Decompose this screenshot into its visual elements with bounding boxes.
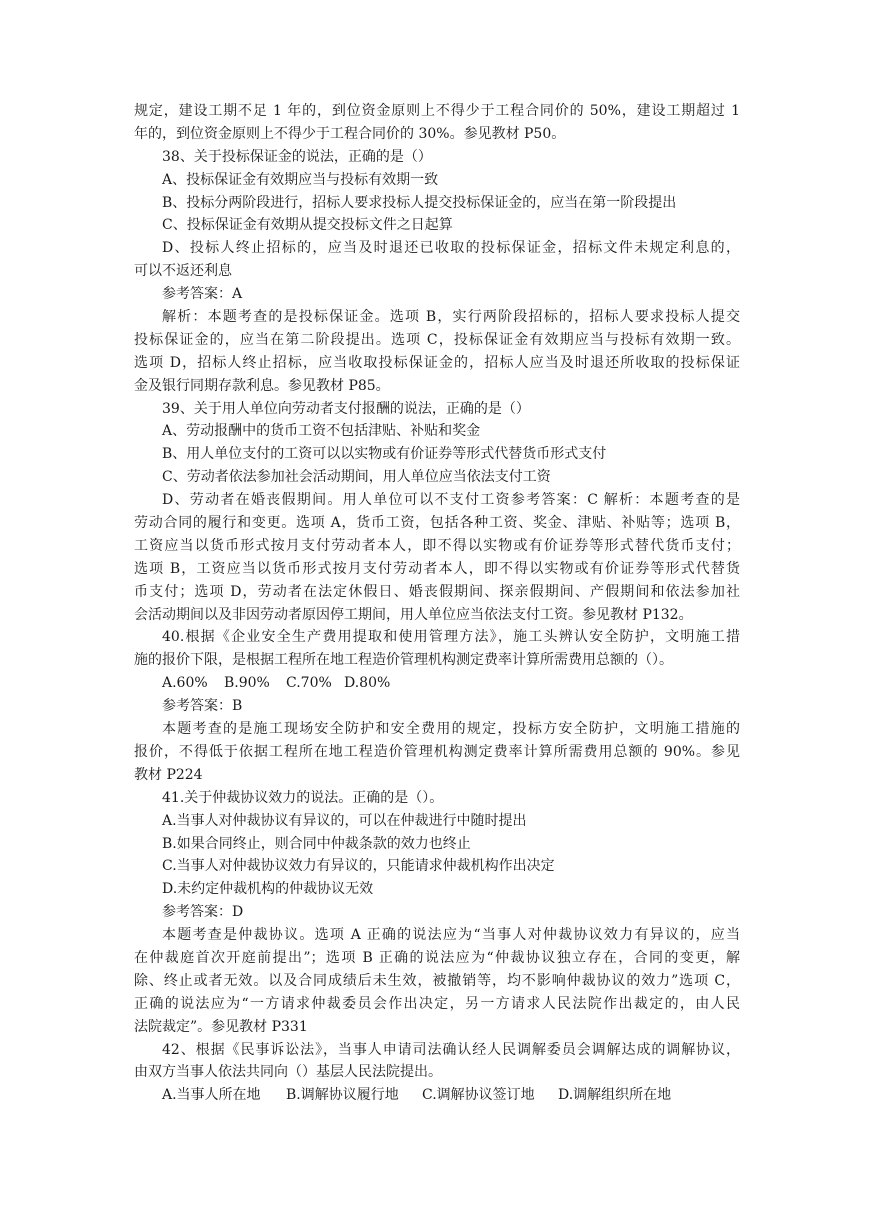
option-d: D.调解组织所在地	[558, 1087, 672, 1104]
paragraph-line: 选项 B，工资应当以货币形式按月支付劳动者本人，即不得以实物或有价证券等形式代替货	[134, 560, 740, 577]
paragraph-line: 报价，不得低于依据工程所在地工程造价管理机构测定费率计算所需费用总额的 90%。参见	[134, 743, 740, 760]
question-41-option-d: D.未约定仲裁机构的仲裁协议无效	[162, 881, 374, 898]
paragraph-line: 币支付；选项 D，劳动者在法定休假日、婚丧假期间、探亲假期间、产假期间和依法参加社	[134, 583, 740, 600]
question-38-answer: 参考答案：A	[162, 286, 243, 303]
question-41-stem: 41.关于仲裁协议效力的说法。正确的是（）。	[162, 789, 444, 806]
option-c: C.70%	[286, 675, 332, 692]
question-38-option-a: A、投标保证金有效期应当与投标有效期一致	[162, 171, 439, 188]
paragraph-line: 投标保证金的，应当在第二阶段提出。选项 C，投标保证金有效期应当与投标有效期一致。	[134, 331, 740, 348]
question-39-option-b: B、用人单位支付的工资可以以实物或有价证券等形式代替货币形式支付	[162, 446, 607, 463]
question-39-option-d: D、劳动者在婚丧假期间。用人单位可以不支付工资参考答案：C 解析：本题考查的是	[162, 492, 740, 509]
question-42-stem: 42、根据《民事诉讼法》，当事人申请司法确认经人民调解委员会调解达成的调解协议，	[162, 1041, 740, 1058]
paragraph-line: 除、终止或者无效。以及合同成绩后未生效，被撤销等，均不影响仲裁协议的效力”选项 C，	[134, 972, 740, 989]
question-41-option-b: B.如果合同终止，则合同中仲裁条款的效力也终止	[162, 835, 471, 852]
question-41-option-c: C.当事人对仲裁协议效力有异议的，只能请求仲裁机构作出决定	[162, 858, 555, 875]
paragraph-line: 劳动合同的履行和变更。选项 A，货币工资，包括各种工资、奖金、津贴、补贴等；选项 B，	[134, 515, 740, 532]
question-42-options	[134, 1084, 740, 1107]
question-39-stem: 39、关于用人单位向劳动者支付报酬的说法，正确的是（）	[162, 400, 530, 417]
paragraph-line: 选项 D，招标人终止招标，应当收取投标保证金的，招标人应当及时退还所收取的投标保证	[134, 354, 740, 371]
paragraph-line: 教材 P224	[134, 766, 203, 783]
option-c: C.调解协议签订地	[422, 1087, 535, 1104]
question-38-option-c: C、投标保证金有效期从提交投标文件之日起算	[162, 217, 453, 234]
option-b: B.90%	[224, 675, 270, 692]
question-40-analysis: 本题考查的是施工现场安全防护和安全费用的规定，投标方安全防护，文明施工措施的	[162, 721, 740, 738]
question-39-option-a: A、劳动报酬中的货币工资不包括津贴、补贴和奖金	[162, 423, 481, 440]
question-38-option-d: D、投标人终止招标的，应当及时退还已收取的投标保证金，招标文件未规定利息的，	[162, 240, 740, 257]
document-body	[134, 100, 740, 1107]
paragraph-line: 正确的说法应为“一方请求仲裁委员会作出决定，另一方请求人民法院作出裁定的，由人民	[134, 995, 740, 1012]
question-41-answer: 参考答案：D	[162, 904, 244, 921]
paragraph-line: 法院裁定”。参见教材 P331	[134, 1018, 308, 1035]
question-40-stem: 40.根据《企业安全生产费用提取和使用管理方法》，施工头辨认安全防护，文明施工措	[162, 629, 740, 646]
paragraph-line: 年的，到位资金原则上不得少于工程合同价的 30%。参见教材 P50。	[134, 125, 566, 142]
question-40-options	[134, 672, 740, 695]
paragraph-line: 金及银行同期存款利息。参见教材 P85。	[134, 377, 390, 394]
option-a: A.当事人所在地	[162, 1087, 261, 1104]
option-b: B.调解协议履行地	[286, 1087, 399, 1104]
paragraph-line: 规定，建设工期不足 1 年的，到位资金原则上不得少于工程合同价的 50%，建设工期超过 1	[134, 103, 740, 119]
question-40-answer: 参考答案：B	[162, 698, 243, 715]
question-38-stem: 38、关于投标保证金的说法，正确的是（）	[162, 148, 432, 165]
paragraph-line: 在仲裁庭首次开庭前提出”；选项 B 正确的说法应为“仲裁协议独立存在，合同的变更，解	[134, 949, 740, 966]
paragraph-line: 工资应当以货币形式按月支付劳动者本人，即不得以实物或有价证券等形式替代货币支付；	[134, 537, 740, 554]
option-a: A.60%	[162, 675, 208, 692]
question-38-option-b: B、投标分两阶段进行，招标人要求投标人提交投标保证金的，应当在第一阶段提出	[162, 194, 677, 211]
paragraph-line: 可以不返还利息	[134, 263, 232, 280]
question-41-analysis: 本题考查是仲裁协议。选项 A 正确的说法应为“当事人对仲裁协议效力有异议的，应当	[162, 927, 740, 944]
paragraph-line: 施的报价下限，是根据工程所在地工程造价管理机构测定费率计算所需费用总额的（）。	[134, 652, 673, 669]
question-38-analysis: 解析：本题考查的是投标保证金。选项 B，实行两阶段招标的，招标人要求投标人提交	[162, 309, 740, 326]
question-39-option-c: C、劳动者依法参加社会活动期间，用人单位应当依法支付工资	[162, 469, 551, 486]
paragraph-line: 由双方当事人依法共同向（）基层人民法院提出。	[134, 1064, 442, 1081]
question-41-option-a: A.当事人对仲裁协议有异议的，可以在仲裁进行中随时提出	[162, 812, 527, 829]
option-d: D.80%	[344, 675, 391, 692]
paragraph-line: 会活动期间以及非因劳动者原因停工期间，用人单位应当依法支付工资。参见教材 P132。	[134, 606, 693, 623]
